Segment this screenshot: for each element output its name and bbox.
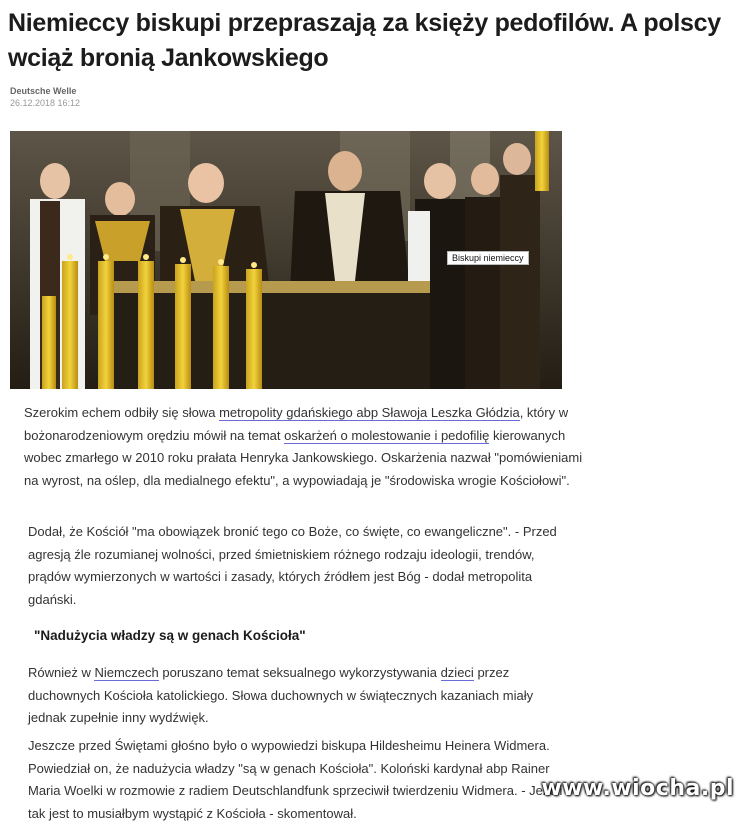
- paragraph-2: Dodał, że Kościół "ma obowiązek bronić tego co Boże, co święte, co ewangeliczne". - Przed agresją źle rozumianej wolności, przed śmietniskiem różnego rodzaju ideologii, trendów, prądów wymierzonych w wartości i zasady, których źródłem jest Bóg - dodał metropolita gdański.: [28, 524, 557, 607]
- paragraph-1-text-a: Szerokim echem odbiły się słowa: [24, 405, 220, 420]
- link-dzieci[interactable]: dzieci: [440, 665, 474, 680]
- link-oskarzenia[interactable]: oskarżeń o molestowanie i pedofilię: [284, 427, 490, 443]
- photo-caption: Biskupi niemieccy: [447, 251, 529, 265]
- paragraph-3: [28, 662, 558, 730]
- source-name[interactable]: Deutsche Welle: [10, 86, 77, 96]
- paragraph-1: [24, 402, 584, 492]
- article-headline: Niemieccy biskupi przepraszają za księży pedofilów. A polscy wciąż bronią Jankowskiego: [8, 9, 721, 72]
- publish-date: 26.12.2018 16:12: [10, 98, 81, 108]
- paragraph-3-text-a: Również w: [28, 665, 95, 680]
- paragraph-4: Jeszcze przed Świętami głośno było o wypowiedzi biskupa Hildesheimu Heinera Widmera. Powiedział on, że nadużycia władzy "są w genach Kościoła". Koloński kardynał abp Rainer Maria Woelki w rozmowie z radiem Deutschlandfunk sprzeciwił twierdzeniu Widmera. - Jeżeli tak jest to musiałbym wystąpić z Kościoła - skomentował.: [28, 738, 563, 821]
- paragraph-1-text-b: , który w bożonarodzeniowym orędziu mówił na temat: [24, 405, 569, 443]
- paragraph-3-text-c: przez duchownych Kościoła katolickiego. Słowa duchownych w świątecznych kazaniach miały jednak zupełnie inny wydźwięk.: [28, 665, 534, 725]
- link-niemcy[interactable]: Niemczech: [94, 665, 159, 680]
- paragraph-1-text-c: kierowanych wobec zmarłego w 2010 roku prałata Henryka Jankowskiego. Oskarżenia nazwał "pomówieniami na wyrost, na oślep, dla medialnego efektu", a wypowiadają je "środowiska wrogie Kościołowi".: [24, 427, 583, 488]
- section-subhead: "Nadużycia władzy są w genach Kościoła": [34, 628, 306, 643]
- paragraph-3-text-b: poruszano temat seksualnego wykorzystywania: [158, 665, 441, 680]
- site-watermark: www.wiocha.pl: [541, 776, 734, 801]
- link-metropolita[interactable]: metropolity gdańskiego abp Sławoja Leszka Głódzia: [219, 405, 520, 420]
